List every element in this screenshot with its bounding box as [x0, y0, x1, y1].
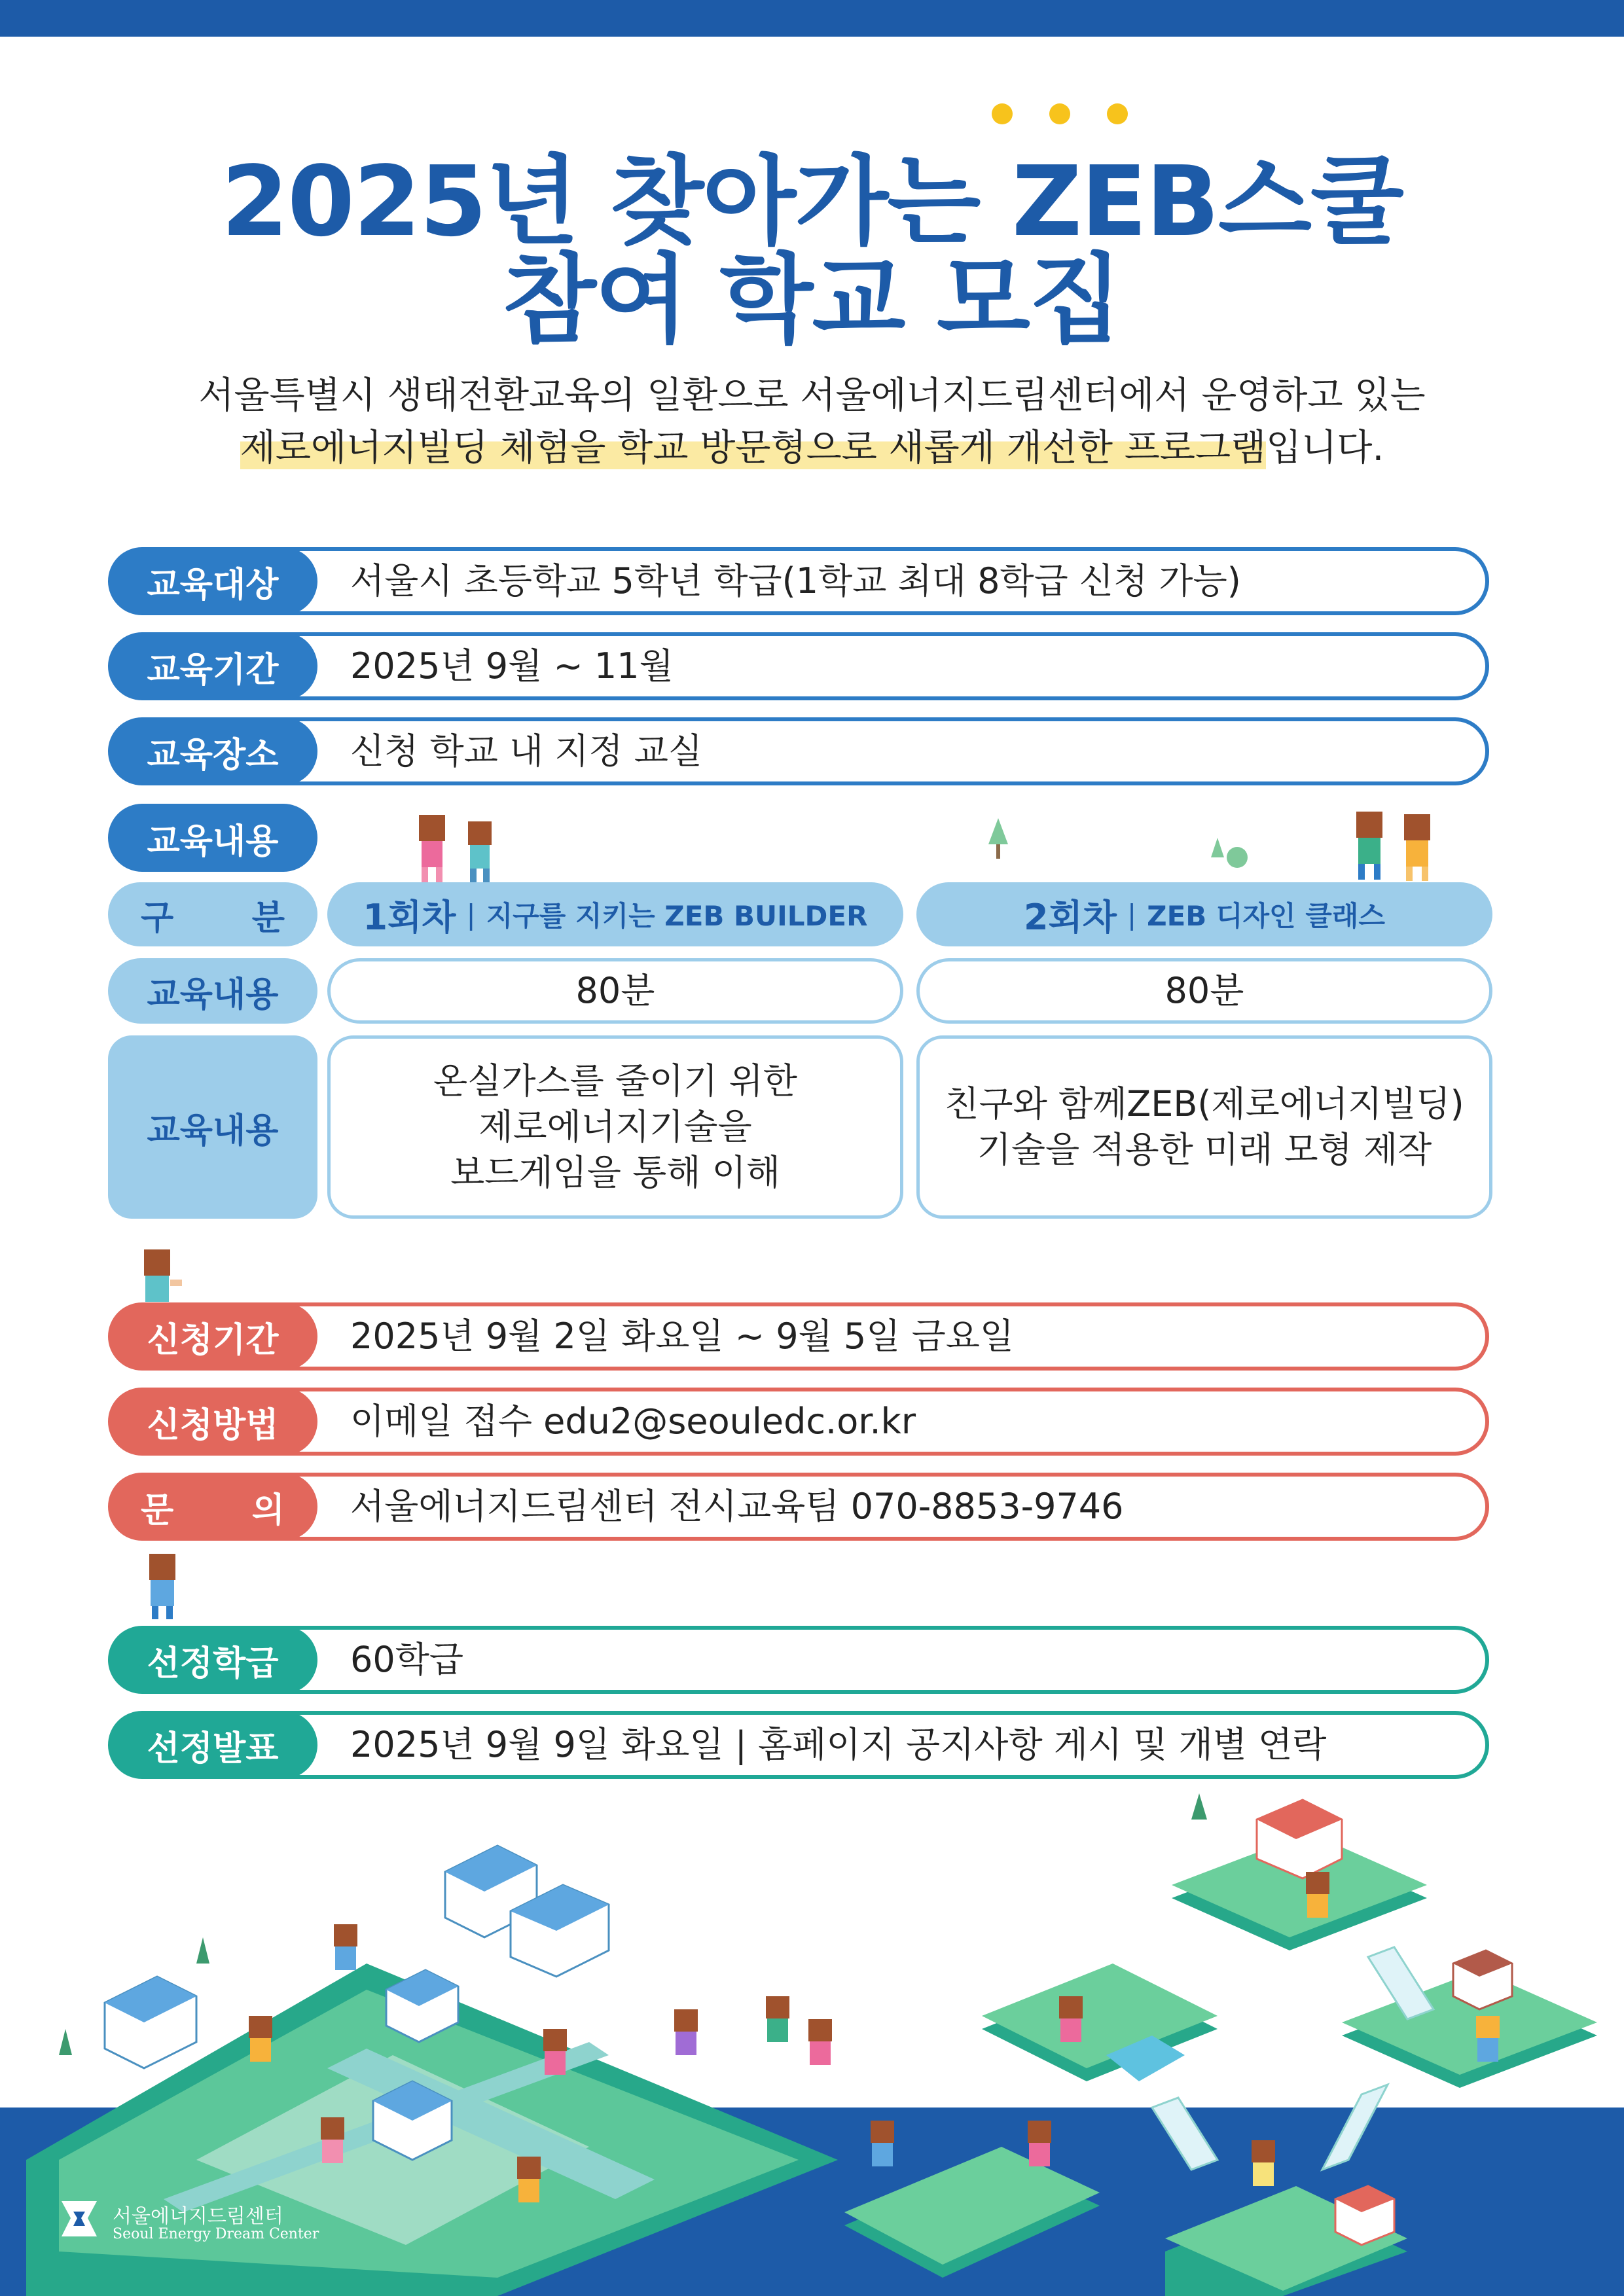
session1-desc-line2: 제로에너지기술을 — [478, 1105, 752, 1147]
apply-row-contact — [108, 1473, 1489, 1541]
row-value: 60학급 — [350, 1639, 464, 1680]
session1-desc-line3: 보드게임을 통해 이해 — [450, 1152, 780, 1194]
row-label: 신청방법 — [108, 1388, 317, 1456]
session1-duration: 80분 — [327, 958, 903, 1024]
selection-row-announce — [108, 1711, 1489, 1779]
row-label: 신청기간 — [108, 1302, 317, 1371]
content-section-label: 교육내용 — [108, 804, 317, 872]
session2-desc-line2: 기술을 적용한 미래 모형 제작 — [977, 1129, 1432, 1170]
row-value: 2025년 9월 9일 화요일 | 홈페이지 공지사항 게시 및 개별 연락 — [350, 1724, 1327, 1765]
info-row-period — [108, 632, 1489, 700]
row-value: 2025년 9월 ~ 11월 — [350, 645, 674, 687]
info-row-place — [108, 717, 1489, 785]
apply-row-method — [108, 1388, 1489, 1456]
row-value: 신청 학교 내 지정 교실 — [350, 730, 703, 772]
kids-illustration — [412, 808, 504, 887]
desc-label: 교육내용 — [108, 1035, 317, 1219]
dot — [1049, 103, 1070, 124]
contact-label-a: 문 — [141, 1490, 174, 1530]
apply-row-period — [108, 1302, 1489, 1371]
dot — [1107, 103, 1128, 124]
session2-desc — [916, 1035, 1492, 1219]
intro-line1: 서울특별시 생태전환교육의 일환으로 서울에너지드림센터에서 운영하고 있는 — [198, 374, 1426, 417]
session2-duration: 80분 — [916, 958, 1492, 1024]
row-label: 선정발표 — [108, 1711, 317, 1779]
selection-row-classes — [108, 1626, 1489, 1694]
session2-round: 2회차 — [1024, 896, 1117, 938]
row-label: 선정학급 — [108, 1626, 317, 1694]
logo-text-ko: 서울에너지드림센터 — [113, 2205, 283, 2228]
session2-desc-line1: 친구와 함께ZEB(제로에너지빌딩) — [945, 1083, 1464, 1124]
division-label — [108, 882, 317, 946]
kid-figure — [143, 1551, 195, 1623]
row-label: 교육대상 — [108, 547, 317, 615]
duration-label: 교육내용 — [108, 958, 317, 1024]
separator: | — [466, 898, 476, 931]
session1-round: 1회차 — [363, 896, 456, 938]
dot — [992, 103, 1013, 124]
intro-line2 — [0, 419, 1624, 471]
info-row-target — [108, 547, 1489, 615]
division-label-b: 분 — [251, 898, 285, 938]
contact-label-b: 의 — [251, 1490, 285, 1530]
division-label-a: 구 — [141, 898, 174, 938]
session1-name: 지구를 지키는 ZEB BUILDER — [486, 900, 868, 932]
row-label: 교육장소 — [108, 717, 317, 785]
row-value: 이메일 접수 edu2@seouledc.or.kr — [350, 1401, 916, 1442]
session1-desc-line1: 온실가스를 줄이기 위한 — [433, 1060, 797, 1102]
session1-desc — [327, 1035, 903, 1219]
session2-name: ZEB 디자인 클래스 — [1147, 900, 1385, 932]
intro-tail: 입니다. — [1266, 427, 1384, 469]
row-value: 2025년 9월 2일 화요일 ~ 9월 5일 금요일 — [350, 1316, 1015, 1357]
row-label — [108, 1473, 317, 1541]
separator: | — [1127, 898, 1137, 931]
logo-mark-icon — [56, 2196, 102, 2242]
intro-highlight: 제로에너지빌딩 체험을 학교 방문형으로 새롭게 개선한 프로그램 — [240, 427, 1267, 469]
row-value: 서울에너지드림센터 전시교육팀 070-8853-9746 — [350, 1486, 1124, 1527]
page-title-line1: 2025년 찾아가는 ZEB스쿨 — [221, 145, 1403, 258]
session2-header — [916, 882, 1492, 946]
page-title-line2: 참여 학교 모집 — [503, 243, 1121, 356]
row-label: 교육기간 — [108, 632, 317, 700]
top-bar — [0, 0, 1624, 37]
session1-header — [327, 882, 903, 946]
logo-text-en: Seoul Energy Dream Center — [113, 2226, 319, 2242]
row-value: 서울시 초등학교 5학년 학급(1학교 최대 8학급 신청 가능) — [350, 560, 1241, 601]
kids-trees-illustration — [969, 805, 1440, 884]
seoul-energy-dream-center-logo — [56, 2196, 319, 2248]
